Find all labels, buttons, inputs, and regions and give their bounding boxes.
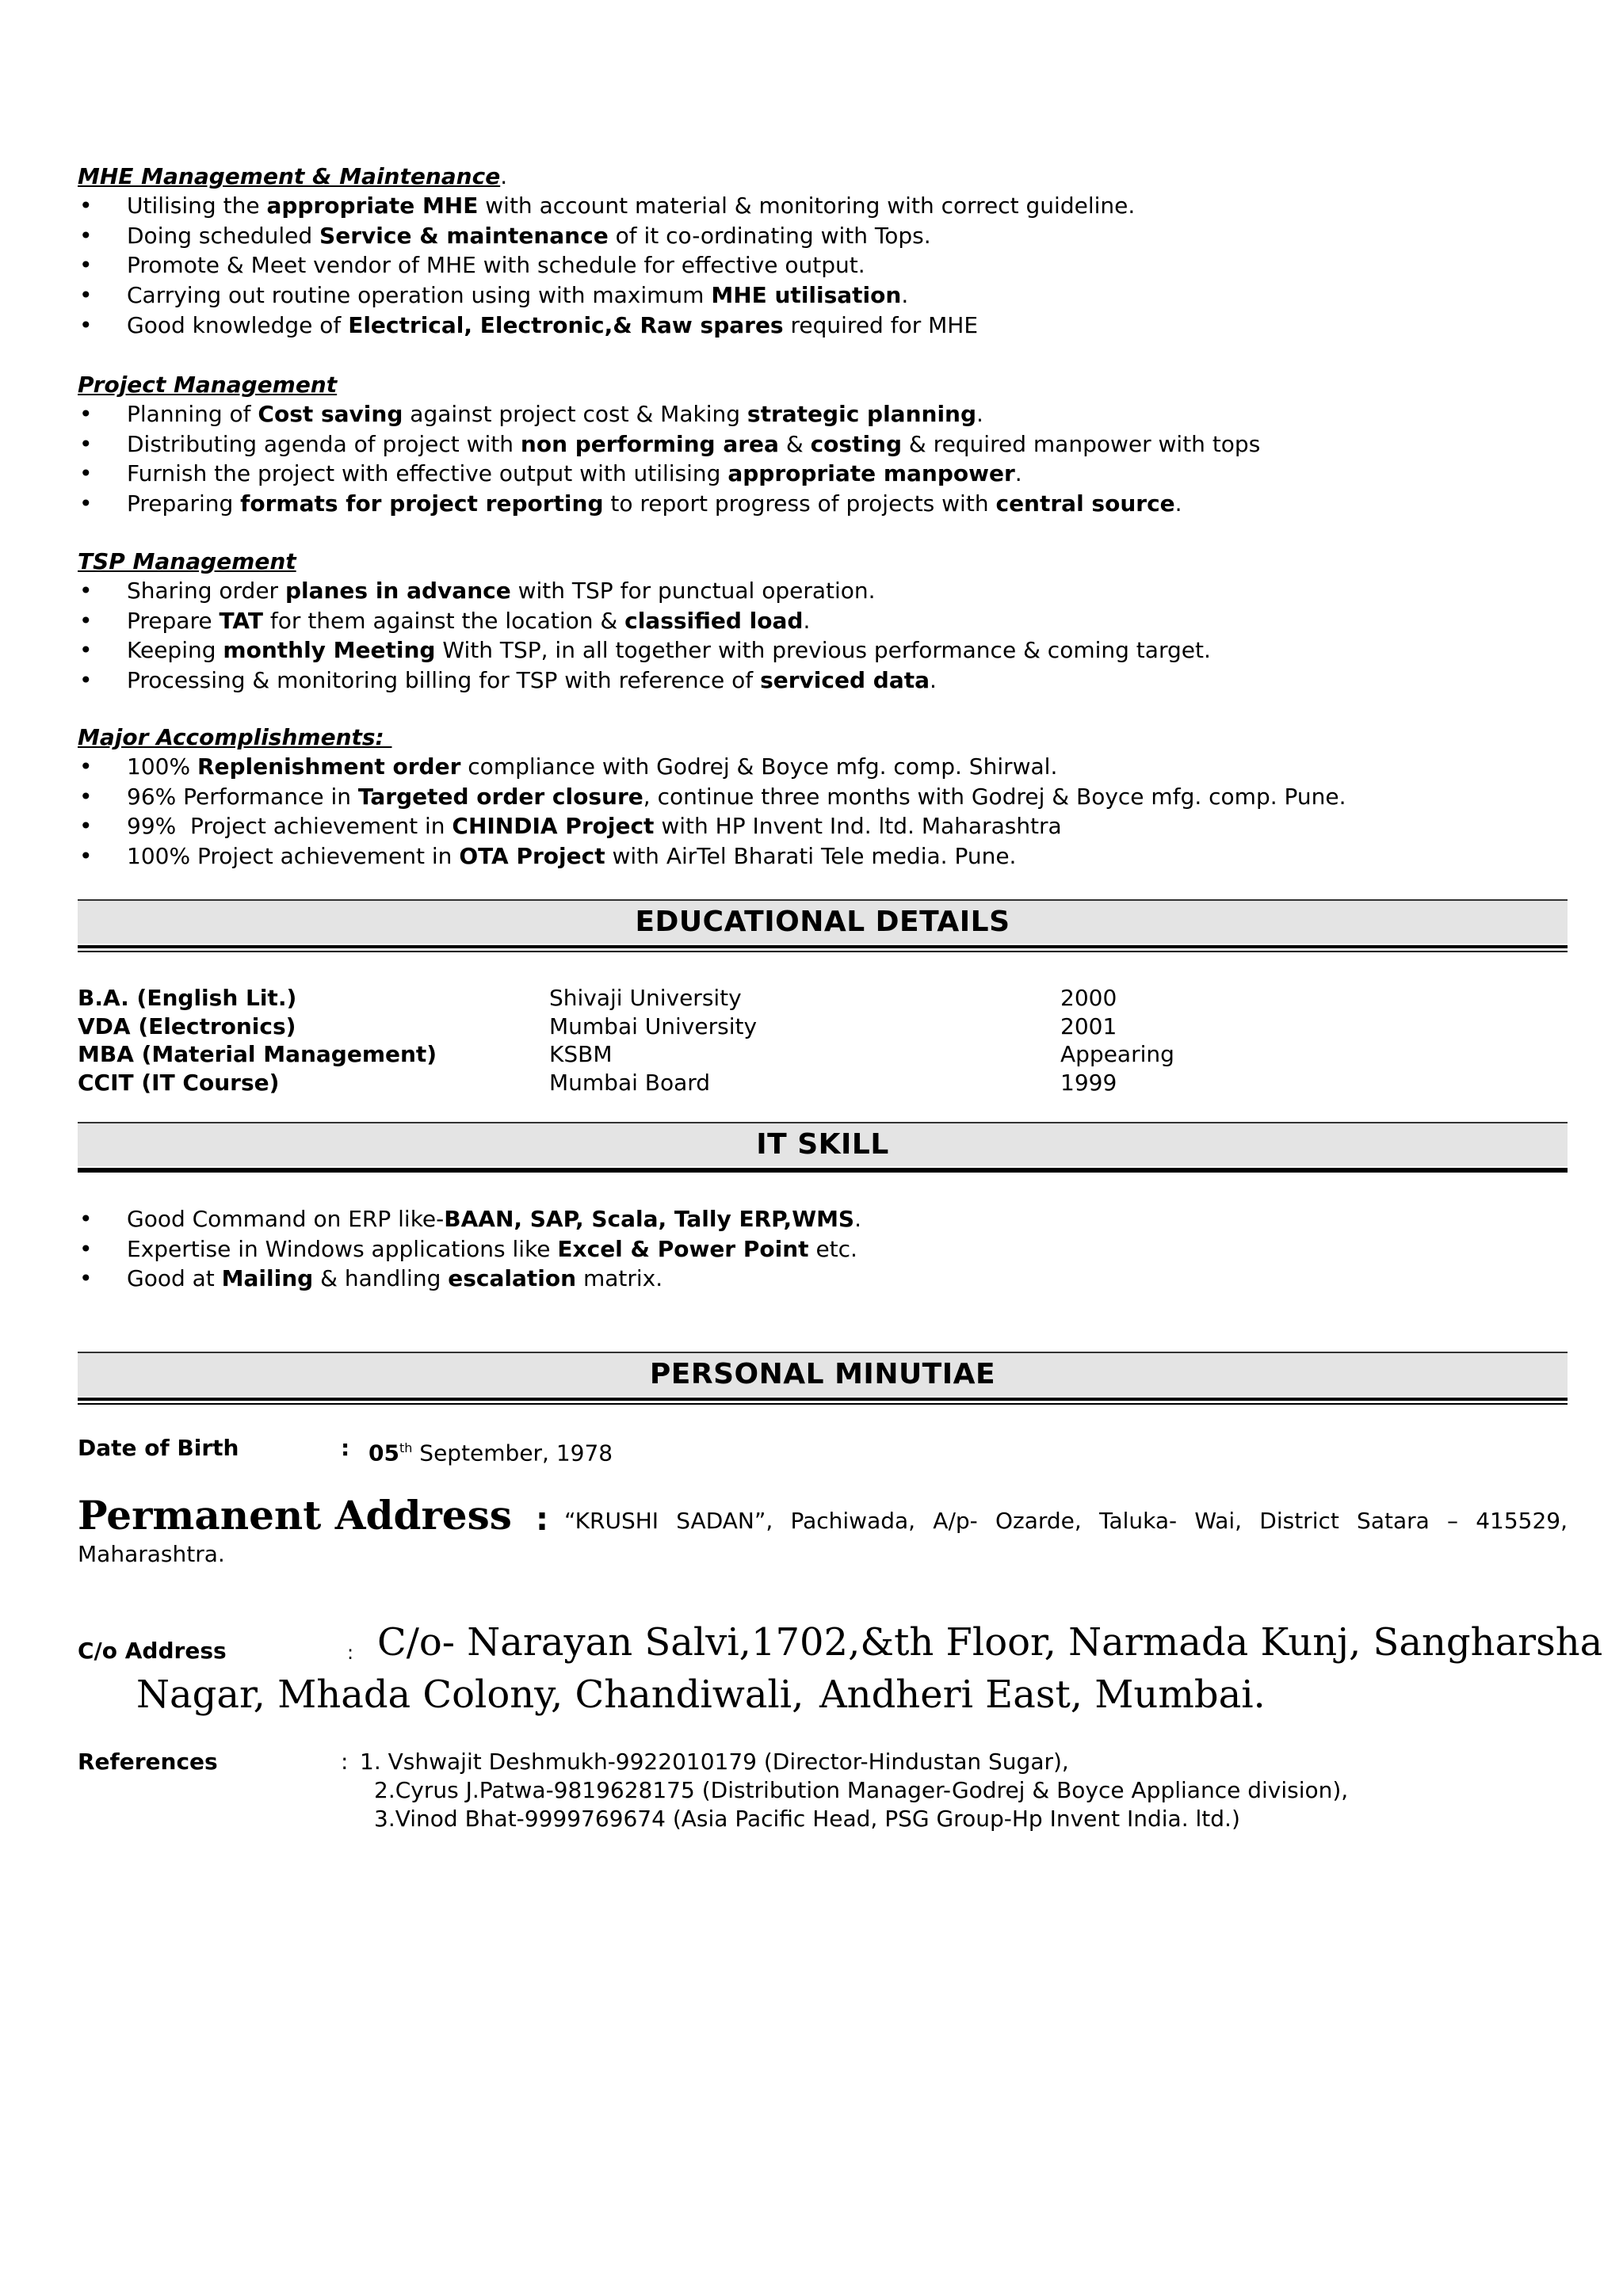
bold-text: Mailing [221,1265,314,1292]
text: 100% [127,753,197,780]
list-item [78,752,1568,782]
list-item [78,576,1568,606]
bold-text: costing [810,430,903,457]
mhe-list [78,191,1568,341]
bold-text: planes in advance [285,578,511,604]
list-item [78,1204,1568,1234]
bold-text: Excel & Power Point [557,1235,809,1262]
list-item [78,782,1568,812]
bold-text: MHE utilisation [711,282,902,309]
accomplishments-section [78,723,1568,871]
bold-text: serviced data [760,667,930,694]
personal-heading: PERSONAL MINUTIAE [78,1352,1568,1396]
co-address-line2b: Andheri East, Mumbai. [819,1672,1266,1717]
education-institution: Mumbai University [549,1013,758,1039]
education-institution: Shivaji University [549,985,742,1011]
bold-text: Replenishment order [197,753,461,780]
it-skill-heading-rule [78,1168,1568,1173]
education-row [78,1040,1568,1069]
co-address-colon: : [347,1642,354,1664]
text: etc. [808,1235,857,1262]
bold-text: non performing area [520,430,779,457]
education-row [78,1013,1568,1041]
reference-3: 3.Vinod Bhat-9999769674 (Asia Pacific Head, PSG Group-Hp Invent India. ltd.) [374,1806,1240,1832]
education-year: 2001 [1060,1013,1117,1039]
education-heading-rule [78,945,1568,952]
list-item [78,459,1568,489]
bold-text: Cost saving [258,401,403,427]
list-item [78,191,1568,221]
text: matrix. [576,1265,663,1292]
dob-colon: : [341,1435,350,1461]
education-degree: VDA (Electronics) [78,1013,296,1039]
tsp-section [78,547,1568,696]
text: compliance with Godrej & Boyce mfg. comp. Shirwal. [460,753,1058,780]
list-item [78,311,1568,341]
text: , continue three months with Godrej & Boyce mfg. comp. Pune. [643,783,1346,810]
text: With TSP, in all together with previous performance & coming target. [435,637,1211,664]
text: Prepare [127,607,220,634]
text: . [1014,460,1022,487]
bold-text: monthly Meeting [223,637,436,664]
mhe-section-title [78,162,1568,191]
accomplishments-section-title: Major Accomplishments: [78,724,392,750]
education-institution: KSBM [549,1041,613,1067]
text: & required manpower with tops [902,430,1261,457]
tsp-section-title: TSP Management [78,548,296,574]
text: for them against the location & [263,607,625,634]
co-address-line2a: Nagar, Mhada Colony, Chandiwali, [136,1672,804,1717]
bold-text: appropriate MHE [266,193,479,219]
mhe-title-text: MHE Management & Maintenance [78,163,501,189]
text: Keeping [127,637,223,664]
education-row [78,984,1568,1013]
text: 99% Project achievement in [127,813,453,840]
bold-text: CHINDIA Project [452,813,655,840]
education-table [78,984,1568,1097]
education-degree: CCIT (IT Course) [78,1069,280,1096]
education-heading: EDUCATIONAL DETAILS [78,899,1568,944]
list-item [78,1264,1568,1294]
accomplishments-list [78,752,1568,871]
list-item [78,811,1568,841]
text: Carrying out routine operation using with maximum [127,282,712,309]
bold-text: TAT [219,607,264,634]
text: Good at [127,1265,222,1292]
bold-text: appropriate manpower [727,460,1015,487]
mhe-section [78,162,1568,341]
text: Furnish the project with effective output with utilising [127,460,728,487]
permanent-address-colon: : [536,1501,548,1538]
text: & handling [313,1265,449,1292]
text: Expertise in Windows applications like [127,1235,558,1262]
text: Sharing order [127,578,285,604]
text: . [803,607,811,634]
dob-day: 05 [369,1440,399,1466]
text: Planning of [127,401,258,427]
education-degree: B.A. (English Lit.) [78,985,297,1011]
personal-heading-rule [78,1398,1568,1405]
bold-text: central source [995,490,1175,517]
list-item [78,666,1568,696]
education-year: 1999 [1060,1069,1117,1096]
it-skill-list [78,1204,1568,1294]
text: . [976,401,983,427]
references-label: References [78,1749,218,1775]
education-institution: Mumbai Board [549,1069,711,1096]
text: of it co-ordinating with Tops. [608,222,931,249]
text: Utilising the [127,193,267,219]
list-item [78,280,1568,311]
mhe-title-suffix: . [500,163,508,189]
project-section [78,370,1568,519]
it-skill-section [78,1204,1568,1294]
it-skill-heading: IT SKILL [78,1122,1568,1166]
bold-text: Targeted order closure [357,783,643,810]
bold-text: Service & maintenance [319,222,609,249]
list-item [78,250,1568,280]
text: . [901,282,909,309]
text: Good knowledge of [127,311,349,338]
text: 100% Project achievement in [127,843,460,870]
dob-value [369,1434,613,1467]
text: . [1174,490,1182,517]
co-address-label: C/o Address [78,1638,227,1664]
list-item [78,429,1568,460]
text: Good Command on ERP like- [127,1206,445,1232]
reference-1: 1. Vshwajit Deshmukh-9922010179 (Director-Hindustan Sugar), [360,1749,1069,1775]
dob-label: Date of Birth [78,1435,239,1461]
text: required for MHE [783,311,979,338]
bold-text: strategic planning [747,401,977,427]
project-section-title: Project Management [78,372,338,398]
references-colon: : [341,1749,349,1775]
permanent-address-label: Permanent Address [78,1492,512,1539]
list-item [78,221,1568,251]
education-year: 2000 [1060,985,1117,1011]
list-item [78,399,1568,429]
reference-2: 2.Cyrus J.Patwa-9819628175 (Distribution Manager-Godrej & Boyce Appliance division), [374,1777,1349,1803]
project-list [78,399,1568,519]
bold-text: escalation [448,1265,577,1292]
list-item [78,635,1568,666]
bold-text: classified load [624,607,804,634]
tsp-list [78,576,1568,696]
text: Processing & monitoring billing for TSP with reference of [127,667,761,694]
education-year: Appearing [1060,1041,1174,1067]
text: 96% Performance in [127,783,358,810]
permanent-address-line2: Maharashtra. [78,1541,225,1567]
permanent-address-line1: “KRUSHI SADAN”, Pachiwada, A/p- Ozarde, Taluka- Wai, District Satara – 415529, [564,1508,1568,1534]
text: . [930,667,937,694]
text: against project cost & Making [403,401,747,427]
text: to report progress of projects with [603,490,996,517]
dob-rest: September, 1978 [412,1440,613,1466]
bold-text: Electrical, Electronic,& Raw spares [348,311,784,338]
list-item [78,606,1568,636]
text: & [778,430,811,457]
text: with HP Invent Ind. ltd. Maharashtra [654,813,1062,840]
text: with account material & monitoring with correct guideline. [478,193,1136,219]
bold-text: formats for project reporting [240,490,604,517]
text: Promote & Meet vendor of MHE with schedule for effective output. [127,252,865,279]
text: with AirTel Bharati Tele media. Pune. [605,843,1017,870]
education-row [78,1069,1568,1097]
co-address-line1: C/o- Narayan Salvi,1702,&th Floor, Narmada Kunj, Sangharsha [377,1620,1603,1665]
list-item [78,1234,1568,1264]
text: Doing scheduled [127,222,320,249]
list-item [78,841,1568,871]
bold-text: OTA Project [459,843,605,870]
text: with TSP for punctual operation. [510,578,876,604]
dob-suffix: th [399,1440,413,1455]
education-degree: MBA (Material Management) [78,1041,437,1067]
text: Distributing agenda of project with [127,430,521,457]
text: . [854,1206,862,1232]
bold-text: BAAN, SAP, Scala, Tally ERP,WMS [444,1206,855,1232]
text: Preparing [127,490,241,517]
list-item [78,489,1568,519]
